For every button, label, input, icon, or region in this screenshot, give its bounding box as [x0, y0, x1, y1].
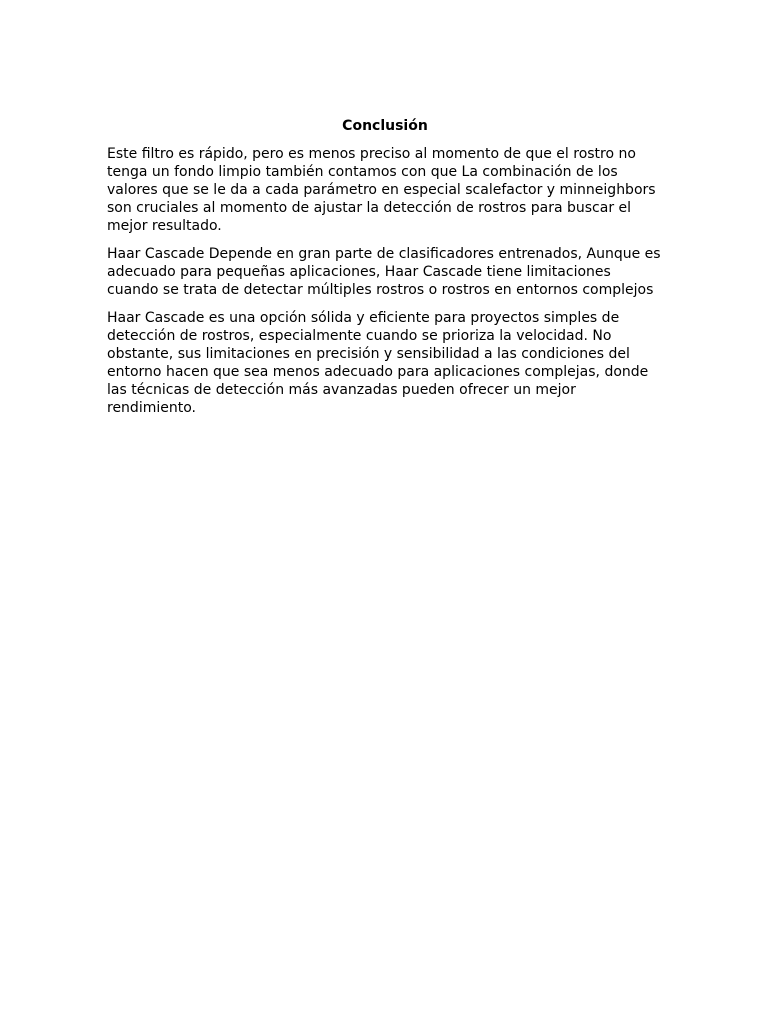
- paragraph-3: Haar Cascade es una opción sólida y eficiente para proyectos simples de detección de rostros, especialmente cuando se prioriza la velocidad. No obstante, sus limitaciones en precisión y sensibilidad a las condiciones del entorno hacen que sea menos adecuado para aplicaciones complejas, donde las técnicas de detección más avanzadas pueden ofrecer un mejor rendimiento.: [107, 310, 649, 416]
- paragraph-2: Haar Cascade Depende en gran parte de clasificadores entrenados, Aunque es adecuado para pequeñas aplicaciones, Haar Cascade tiene limitaciones cuando se trata de detectar múltiples rostros o rostros en entornos complejos: [107, 246, 661, 298]
- document-body: [107, 117, 663, 427]
- paragraph-1: Este filtro es rápido, pero es menos preciso al momento de que el rostro no tenga un fondo limpio también contamos con que La combinación de los valores que se le da a cada parámetro en especial scalefactor y minneighbors son cruciales al momento de ajustar la detección de rostros para buscar el mejor resultado.: [107, 146, 656, 234]
- document-title: Conclusión: [342, 118, 428, 134]
